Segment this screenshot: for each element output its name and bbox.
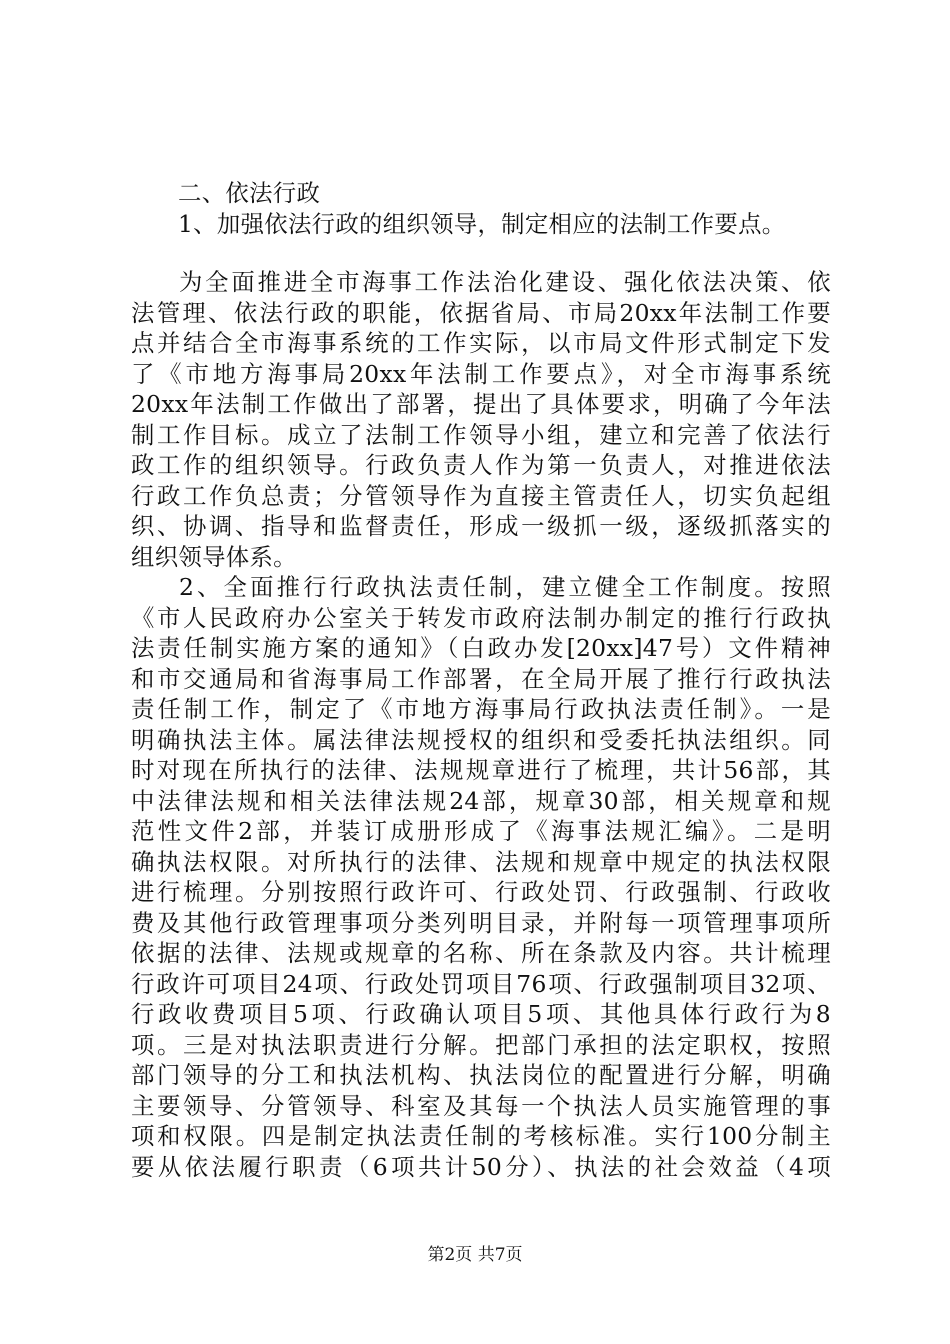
paragraph-line: 进行梳理。分别按照行政许可、行政处罚、行政强制、行政收: [131, 878, 831, 906]
paragraph-line: 部门领导的分工和执法机构、执法岗位的配置进行分解，明确: [131, 1061, 831, 1089]
paragraph-line: 政工作的组织领导。行政负责人作为第一负责人，对推进依法: [131, 451, 831, 479]
paragraph-line: 明确执法主体。属法律法规授权的组织和受委托执法组织。同: [131, 725, 831, 754]
paragraph-line: 确执法权限。对所执行的法律、法规和规章中规定的执法权限: [131, 847, 831, 876]
paragraph-line: 项。三是对执法职责进行分解。把部门承担的法定职权，按照: [131, 1030, 831, 1059]
subheading-1: 1、加强依法行政的组织领导，制定相应的法制工作要点。: [178, 209, 786, 238]
paragraph-line: 依据的法律、法规或规章的名称、所在条款及内容。共计梳理: [131, 939, 831, 967]
paragraph-line: 法责任制实施方案的通知》（白政办发[20xx]47号）文件精神: [131, 634, 831, 662]
paragraph-line: 中法律法规和相关法律法规24部，规章30部，相关规章和规: [131, 786, 831, 815]
paragraph-line: 行政工作负总责；分管领导作为直接主管责任人，切实负起组: [131, 481, 831, 510]
paragraph-line: 要从依法履行职责（6项共计50分）、执法的社会效益（4项: [131, 1152, 831, 1181]
paragraph-line: 行政收费项目5项、行政确认项目5项、其他具体行政行为8: [131, 1000, 831, 1028]
paragraph-2: [131, 572, 831, 1182]
paragraph-line: 时对现在所执行的法律、法规规章进行了梳理，共计56部，其: [131, 756, 831, 784]
page-number-footer: 第2页 共7页: [427, 1245, 523, 1265]
paragraph-line: 责任制工作，制定了《市地方海事局行政执法责任制》。一是: [131, 695, 831, 723]
paragraph-line: 制工作目标。成立了法制工作领导小组，建立和完善了依法行: [131, 420, 831, 449]
section-heading: 二、依法行政: [178, 179, 321, 207]
paragraph-line: 范性文件2部，并装订成册形成了《海事法规汇编》。二是明: [131, 817, 831, 845]
paragraph-line: 为全面推进全市海事工作法治化建设、强化依法决策、依: [179, 268, 831, 296]
paragraph-line: 织、协调、指导和监督责任，形成一级抓一级，逐级抓落实的: [131, 512, 831, 540]
paragraph-line: 项和权限。四是制定执法责任制的考核标准。实行100分制主: [131, 1122, 831, 1150]
paragraph-line: 行政许可项目24项、行政处罚项目76项、行政强制项目32项、: [131, 969, 831, 998]
paragraph-line: 20xx年法制工作做出了部署，提出了具体要求，明确了今年法: [131, 390, 831, 418]
paragraph-line: 点并结合全市海事系统的工作实际，以市局文件形式制定下发: [131, 329, 831, 357]
paragraph-line: 费及其他行政管理事项分类列明目录，并附每一项管理事项所: [131, 908, 831, 937]
paragraph-line: 和市交通局和省海事局工作部署，在全局开展了推行行政执法: [131, 664, 831, 693]
paragraph-line: 组织领导体系。: [131, 542, 297, 571]
paragraph-1: [131, 267, 831, 572]
paragraph-line: 了《市地方海事局20xx年法制工作要点》，对全市海事系统: [131, 359, 831, 388]
paragraph-line: 2、全面推行行政执法责任制，建立健全工作制度。按照: [179, 573, 831, 601]
paragraph-line: 《市人民政府办公室关于转发市政府法制办制定的推行行政执: [131, 603, 831, 632]
paragraph-line: 法管理、依法行政的职能，依据省局、市局20xx年法制工作要: [131, 298, 831, 327]
paragraph-line: 主要领导、分管领导、科室及其每一个执法人员实施管理的事: [131, 1091, 831, 1120]
section-heading-block: [131, 178, 831, 239]
